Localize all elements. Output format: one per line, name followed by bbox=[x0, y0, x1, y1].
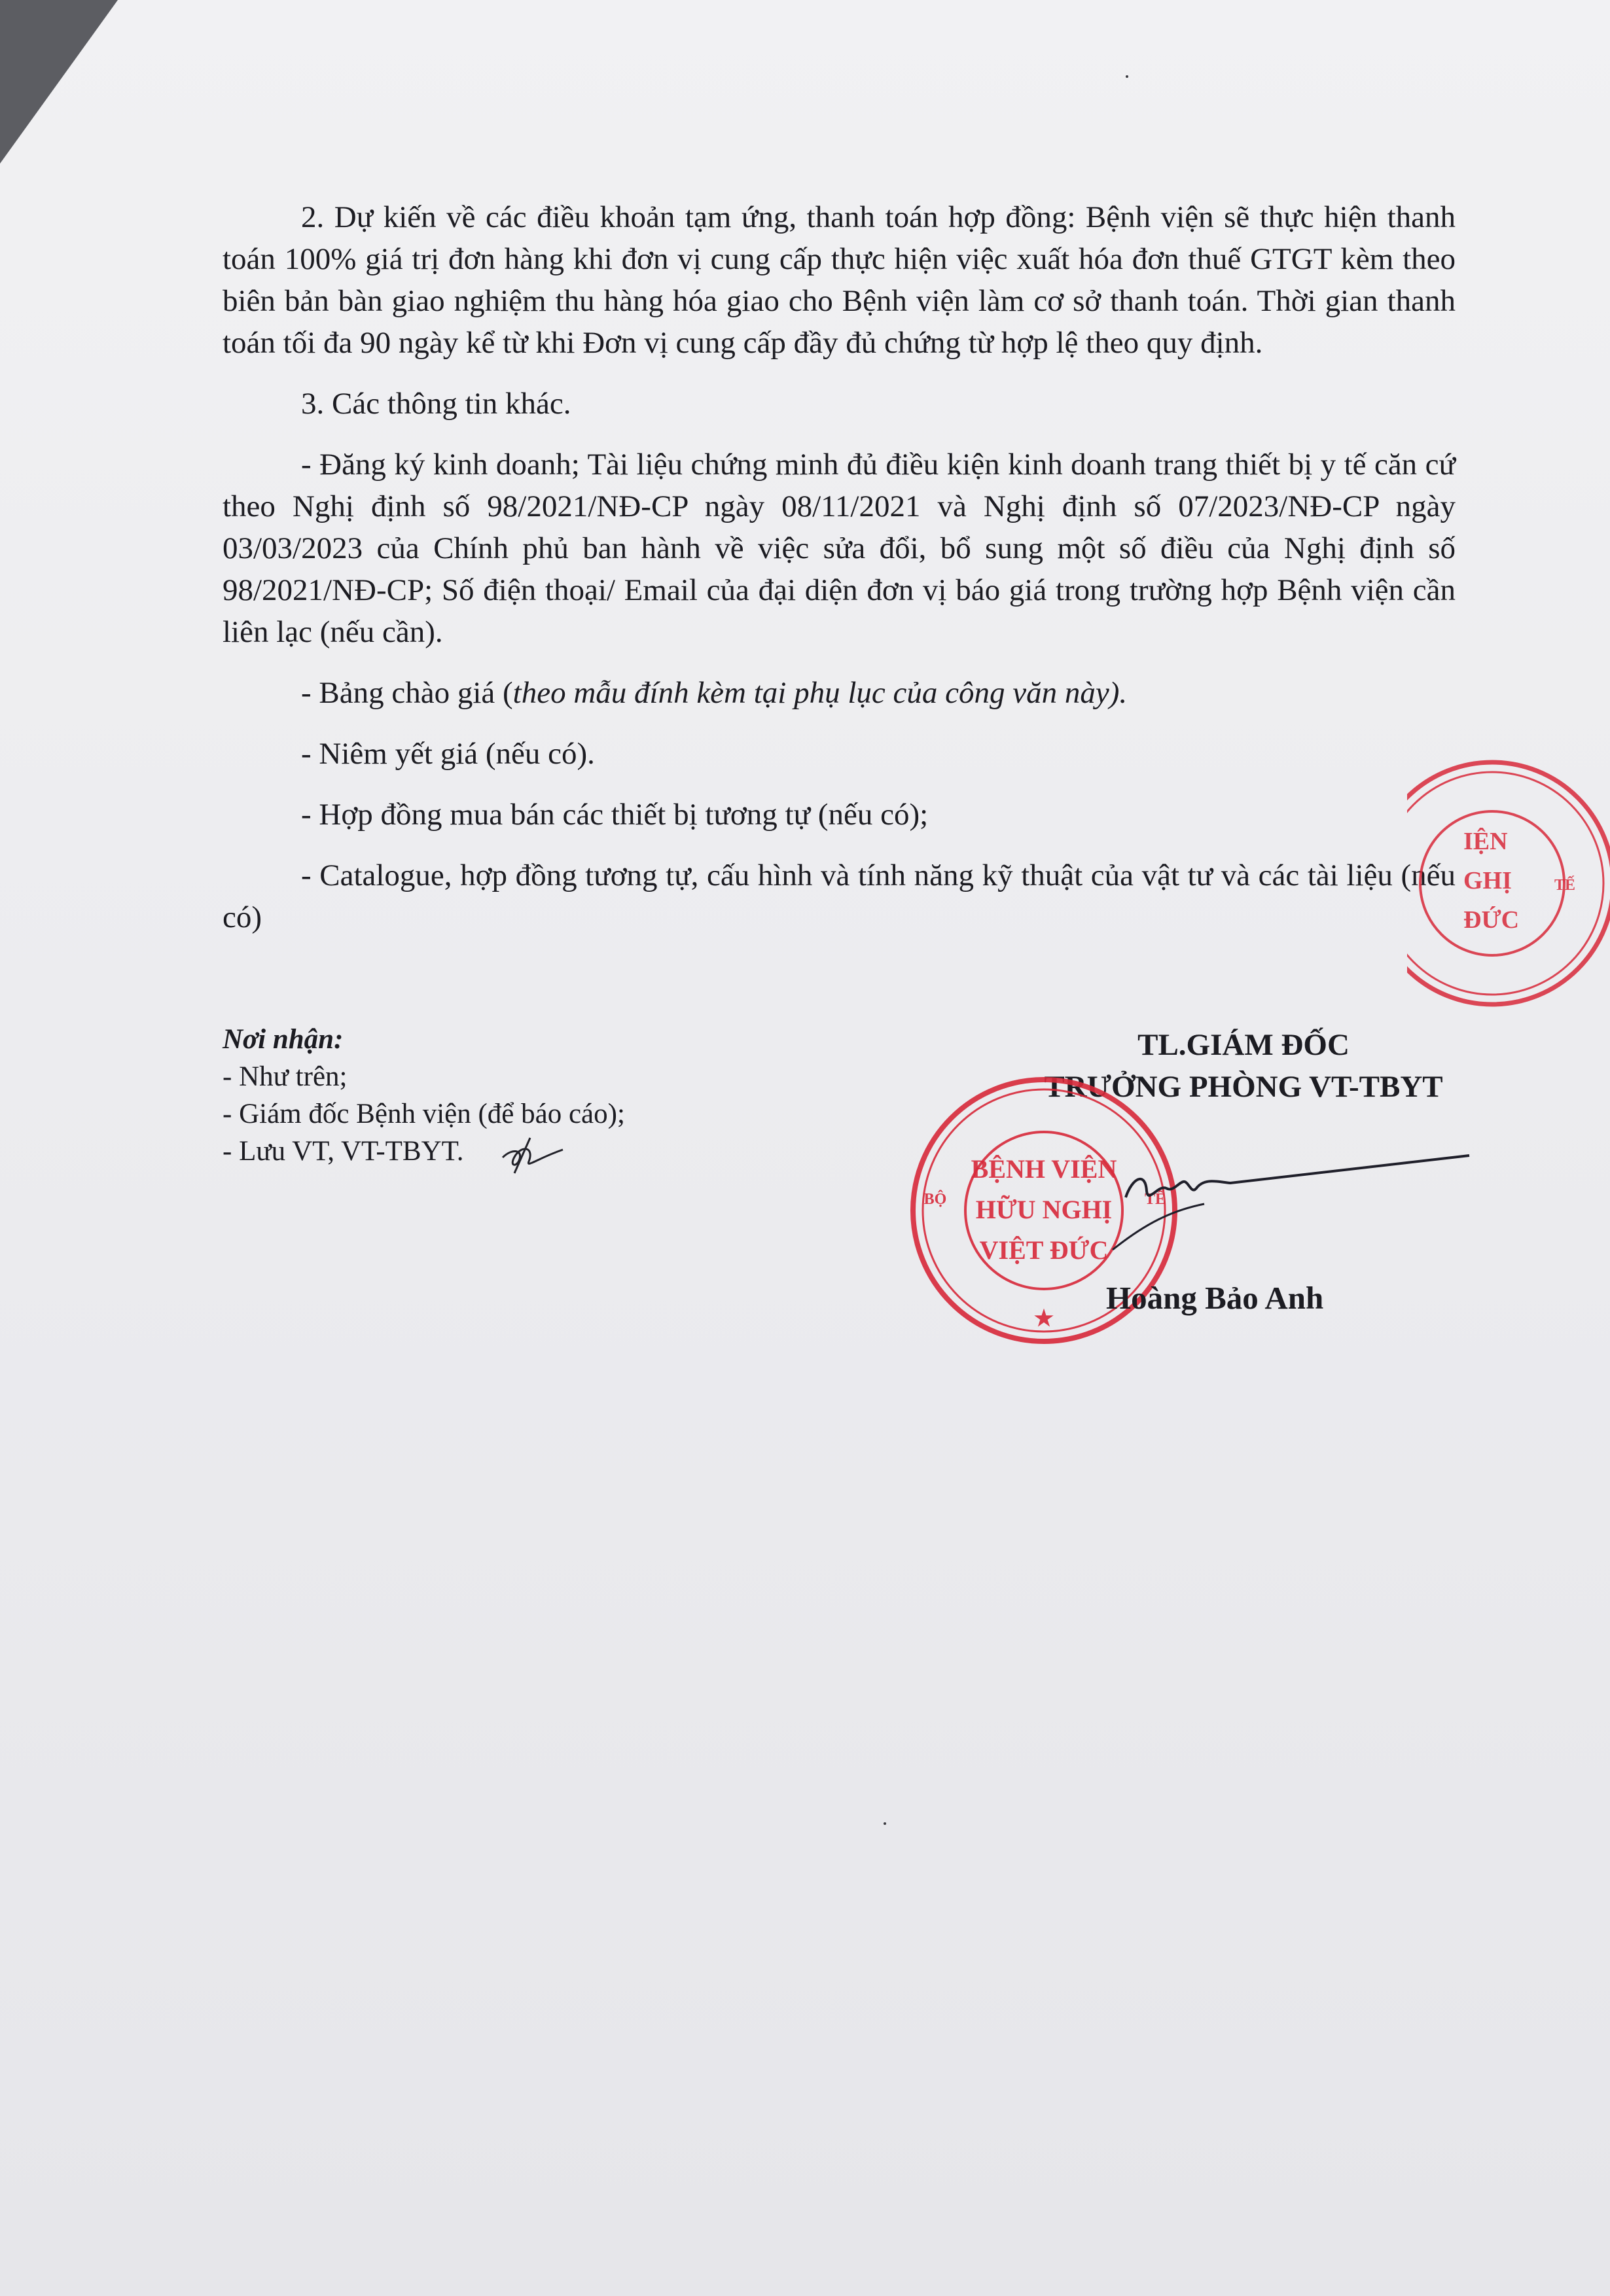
recipient-line: - Lưu VT, VT-TBYT. bbox=[223, 1136, 464, 1167]
stamp-ring-left: BỘ bbox=[923, 1191, 947, 1208]
document-body bbox=[223, 196, 1456, 957]
signature-department: TRƯỞNG PHÒNG VT-TBYT bbox=[1044, 1070, 1443, 1104]
signature-title: TL.GIÁM ĐỐC bbox=[1137, 1028, 1350, 1062]
handwritten-initials bbox=[497, 1135, 569, 1174]
paragraph-business-registration: - Đăng ký kinh doanh; Tài liệu chứng minh đủ điều kiện kinh doanh trang thiết bị y tế căn cứ theo Nghị định số 98/2021/NĐ-CP ngày 08/11/2021 và Nghị định số 07/2023/NĐ-CP ngày 03/03/2023 của Chính phủ ban hành về việc sửa đổi, bổ sung một số điều của Nghị định số 98/2021/NĐ-CP; Số điện thoại/ Email của đại diện đơn vị báo giá trong trường hợp Bệnh viện cần liên lạc (nếu cần). bbox=[223, 448, 1456, 649]
signer-name: Hoàng Bảo Anh bbox=[1106, 1280, 1324, 1316]
recipient-line: - Giám đốc Bệnh viện (để báo cáo); bbox=[223, 1099, 625, 1129]
item-similar-contracts: - Hợp đồng mua bán các thiết bị tương tự (nếu có); bbox=[301, 798, 929, 832]
partial-stamp-ring-right: TẾ bbox=[1554, 877, 1576, 894]
partial-stamp-line2: GHỊ bbox=[1463, 867, 1512, 894]
paragraph-other-info-heading: 3. Các thông tin khác. bbox=[301, 387, 571, 421]
item-price-quote bbox=[223, 672, 1456, 714]
stamp-text-line1: BỆNH VIỆN bbox=[971, 1154, 1117, 1184]
paper-speck bbox=[884, 1822, 886, 1825]
recipients-heading: Nơi nhận: bbox=[223, 1024, 344, 1055]
price-quote-italic: theo mẫu đính kèm tại phụ lục của công văn này). bbox=[512, 676, 1128, 710]
stamp-star-icon: ★ bbox=[1033, 1307, 1054, 1331]
recipient-line: - Như trên; bbox=[223, 1061, 348, 1092]
paragraph-payment-terms: 2. Dự kiến về các điều khoản tạm ứng, thanh toán hợp đồng: Bệnh viện sẽ thực hiện thanh toán 100% giá trị đơn hàng khi đơn vị cung cấp thực hiện việc xuất hóa đơn thuế GTGT kèm theo biên bản bàn giao nghiệm thu hàng hóa giao cho Bệnh viện làm cơ sở thanh toán. Thời gian thanh toán tối đa 90 ngày kể từ khi Đơn vị cung cấp đầy đủ chứng từ hợp lệ theo quy định. bbox=[223, 200, 1456, 360]
stamp-ring-right: TẾ bbox=[1144, 1191, 1166, 1208]
stamp-text-line2: HỮU NGHỊ bbox=[975, 1195, 1113, 1224]
partial-stamp bbox=[1407, 752, 1610, 1014]
handwritten-signature bbox=[1106, 1152, 1473, 1282]
background-corner bbox=[0, 0, 118, 164]
price-quote-prefix: - Bảng chào giá ( bbox=[301, 676, 513, 710]
stamp-text-line3: VIỆT ĐỨC bbox=[979, 1235, 1109, 1265]
paper-speck bbox=[1126, 75, 1128, 78]
partial-stamp-line1: IỆN bbox=[1463, 828, 1508, 855]
item-catalogue: - Catalogue, hợp đồng tương tự, cấu hình và tính năng kỹ thuật của vật tư và các tài liệu (nếu có) bbox=[223, 858, 1456, 934]
item-listed-price: - Niêm yết giá (nếu có). bbox=[301, 737, 595, 771]
partial-stamp-line3: ĐỨC bbox=[1463, 906, 1520, 934]
